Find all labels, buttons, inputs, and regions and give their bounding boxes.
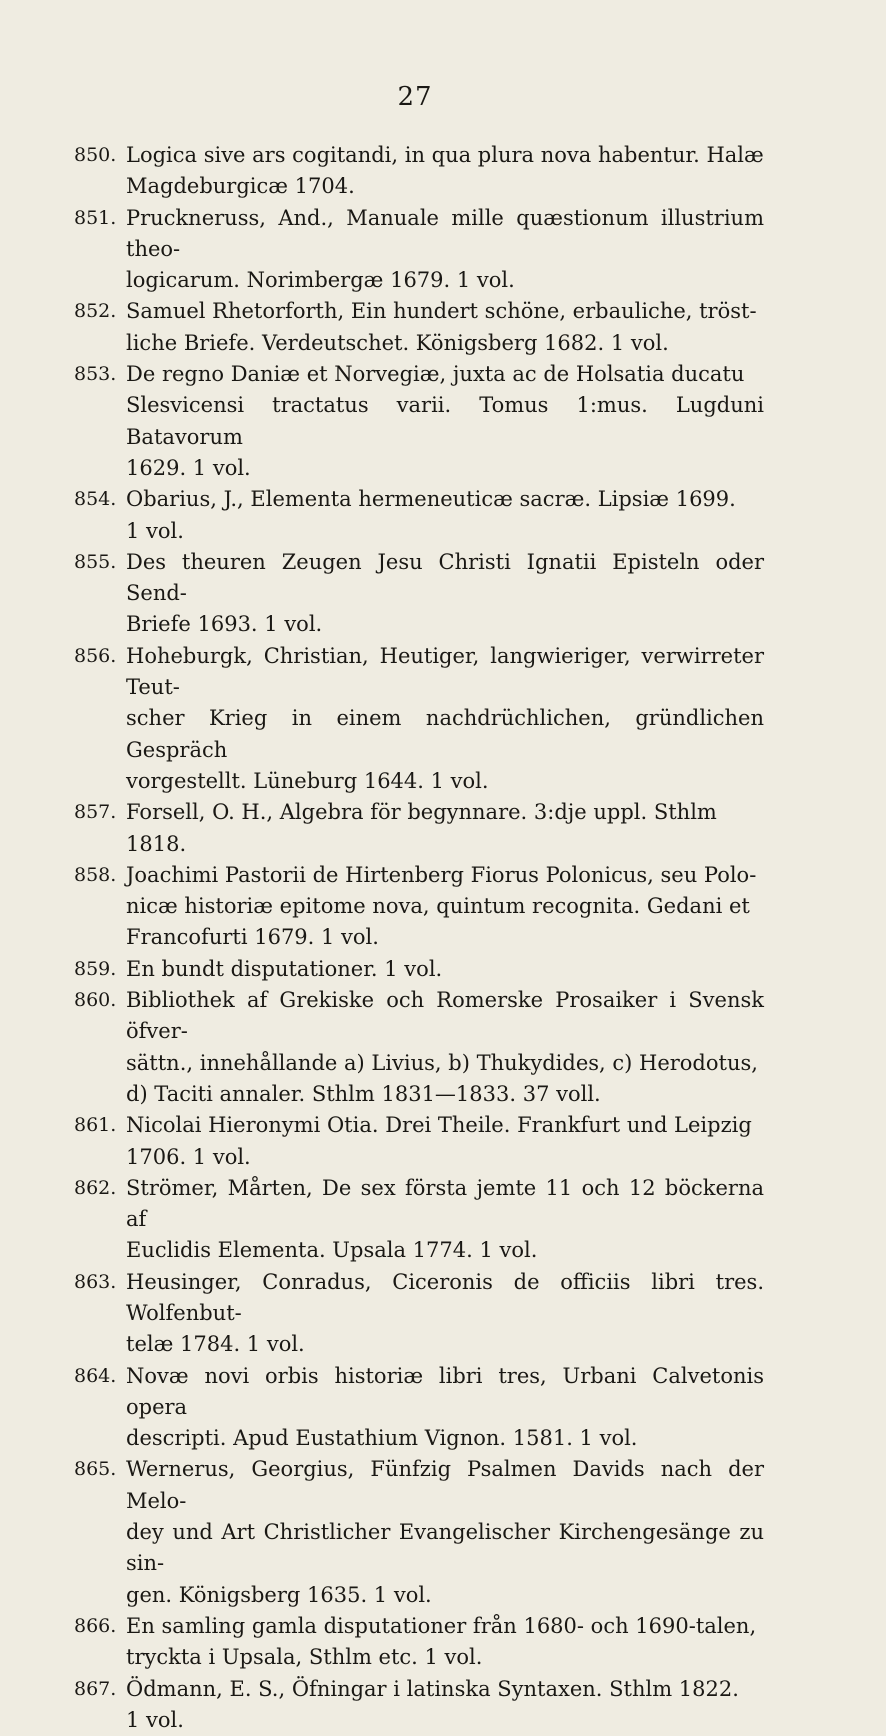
catalogue-entry — [74, 1454, 764, 1610]
entry-line: tryckta i Upsala, Sthlm etc. 1 vol. — [126, 1645, 483, 1670]
entry-line: Briefe 1693. 1 vol. — [126, 612, 323, 637]
entry-line: Magdeburgicæ 1704. — [126, 174, 355, 199]
entry-line: Obarius, J., Elementa hermeneuticæ sacræ. Lipsiæ 1699. — [126, 487, 736, 512]
entry-number: 852. — [74, 300, 117, 323]
entry-number: 859. — [74, 957, 117, 980]
entry-line: Heusinger, Conradus, Ciceronis de officiis libri tres. Wolfenbut- — [126, 1269, 764, 1325]
entry-number: 865. — [74, 1458, 117, 1481]
entry-line: Forsell, O. H., Algebra för begynnare. 3:dje uppl. Sthlm — [126, 800, 717, 825]
entry-number: 851. — [74, 206, 117, 229]
catalogue-entry — [74, 954, 764, 985]
catalogue-entry — [74, 1361, 764, 1455]
entry-number: 854. — [74, 488, 117, 511]
catalogue-entry — [74, 985, 764, 1110]
entry-line: sättn., innehållande a) Livius, b) Thukydides, c) Herodotus, — [126, 1050, 758, 1075]
entry-number: 864. — [74, 1364, 117, 1387]
catalogue-entry — [74, 203, 764, 297]
entry-line: Euclidis Elementa. Upsala 1774. 1 vol. — [126, 1238, 538, 1263]
entry-number: 861. — [74, 1114, 117, 1137]
entry-line: 1 vol. — [126, 518, 184, 543]
catalogue-entry — [74, 1611, 764, 1674]
entry-number: 858. — [74, 863, 117, 886]
entry-line: Bibliothek af Grekiske och Romerske Prosaiker i Svensk öfver- — [126, 988, 764, 1044]
catalogue-entry — [74, 1173, 764, 1267]
entry-number: 866. — [74, 1614, 117, 1637]
entry-line: 1706. 1 vol. — [126, 1144, 251, 1169]
entry-line: dey und Art Christlicher Evangelischer Kirchengesänge zu sin- — [126, 1520, 764, 1576]
catalogue-entry — [74, 860, 764, 954]
entry-number: 853. — [74, 363, 117, 386]
entry-line: En samling gamla disputationer från 1680- och 1690-talen, — [126, 1613, 757, 1638]
entry-line: Des theuren Zeugen Jesu Christi Ignatii Episteln oder Send- — [126, 549, 764, 606]
entry-line: Logica sive ars cogitandi, in qua plura nova habentur. Halæ — [126, 143, 764, 167]
entry-number: 867. — [74, 1677, 117, 1700]
entry-number: 863. — [74, 1270, 117, 1293]
entry-number: 860. — [74, 989, 117, 1012]
entry-line: 1818. — [126, 831, 187, 856]
catalogue-entry — [74, 140, 764, 203]
entry-line: Slesvicensi tractatus varii. Tomus 1:mus. Lugduni Batavorum — [126, 393, 764, 449]
catalogue-entry — [74, 484, 764, 547]
entry-line: En bundt disputationer. 1 vol. — [126, 956, 443, 981]
entry-line: scher Krieg in einem nachdrüchlichen, gründlichen Gespräch — [126, 706, 764, 762]
entry-number: 862. — [74, 1176, 117, 1199]
catalogue-entry — [74, 1267, 764, 1361]
entry-line: Pruckneruss, And., Manuale mille quæstionum illustrium theo- — [126, 205, 764, 261]
entry-line: 1 vol. — [126, 1707, 184, 1732]
page-number: 27 — [397, 82, 433, 112]
entry-line: nicæ historiæ epitome nova, quintum recognita. Gedani et — [126, 894, 750, 919]
entry-number: 855. — [74, 550, 117, 573]
catalogue-entry — [74, 296, 764, 359]
catalogue-entry — [74, 641, 764, 797]
entry-line: descripti. Apud Eustathium Vignon. 1581. 1 vol. — [126, 1426, 638, 1451]
entry-line: logicarum. Norimbergæ 1679. 1 vol. — [126, 268, 515, 293]
entry-line: Hoheburgk, Christian, Heutiger, langwieriger, verwirreter Teut- — [126, 643, 764, 700]
entry-line: d) Taciti annaler. Sthlm 1831—1833. 37 voll. — [126, 1081, 601, 1106]
entry-line: gen. Königsberg 1635. 1 vol. — [126, 1582, 432, 1607]
catalogue-entry — [74, 1110, 764, 1173]
entry-line: Wernerus, Georgius, Fünfzig Psalmen Davids nach der Melo- — [126, 1457, 764, 1513]
entry-line: vorgestellt. Lüneburg 1644. 1 vol. — [126, 768, 489, 793]
entry-number: 850. — [74, 144, 117, 166]
entry-line: Strömer, Mårten, De sex första jemte 11 och 12 böckerna af — [126, 1175, 764, 1232]
entry-number: 857. — [74, 801, 117, 824]
catalogue-entries — [74, 140, 764, 1736]
entry-line: telæ 1784. 1 vol. — [126, 1332, 305, 1357]
catalogue-entry — [74, 797, 764, 860]
entry-line: Nicolai Hieronymi Otia. Drei Theile. Frankfurt und Leipzig — [126, 1113, 752, 1138]
entry-number: 856. — [74, 644, 117, 667]
entry-line: Joachimi Pastorii de Hirtenberg Fiorus Polonicus, seu Polo- — [126, 862, 757, 887]
entry-line: Samuel Rhetorforth, Ein hundert schöne, erbauliche, tröst- — [126, 299, 757, 324]
entry-line: Novæ novi orbis historiæ libri tres, Urbani Calvetonis opera — [126, 1363, 764, 1419]
catalogue-entry — [74, 359, 764, 484]
entry-line: De regno Daniæ et Norvegiæ, juxta ac de Holsatia ducatu — [126, 362, 745, 387]
entry-line: liche Briefe. Verdeutschet. Königsberg 1682. 1 vol. — [126, 330, 669, 355]
entry-line: Francofurti 1679. 1 vol. — [126, 925, 379, 950]
entry-line: Ödmann, E. S., Öfningar i latinska Syntaxen. Sthlm 1822. — [126, 1676, 739, 1701]
catalogue-entry — [74, 547, 764, 641]
catalogue-entry — [74, 1674, 764, 1736]
entry-line: 1629. 1 vol. — [126, 455, 251, 480]
